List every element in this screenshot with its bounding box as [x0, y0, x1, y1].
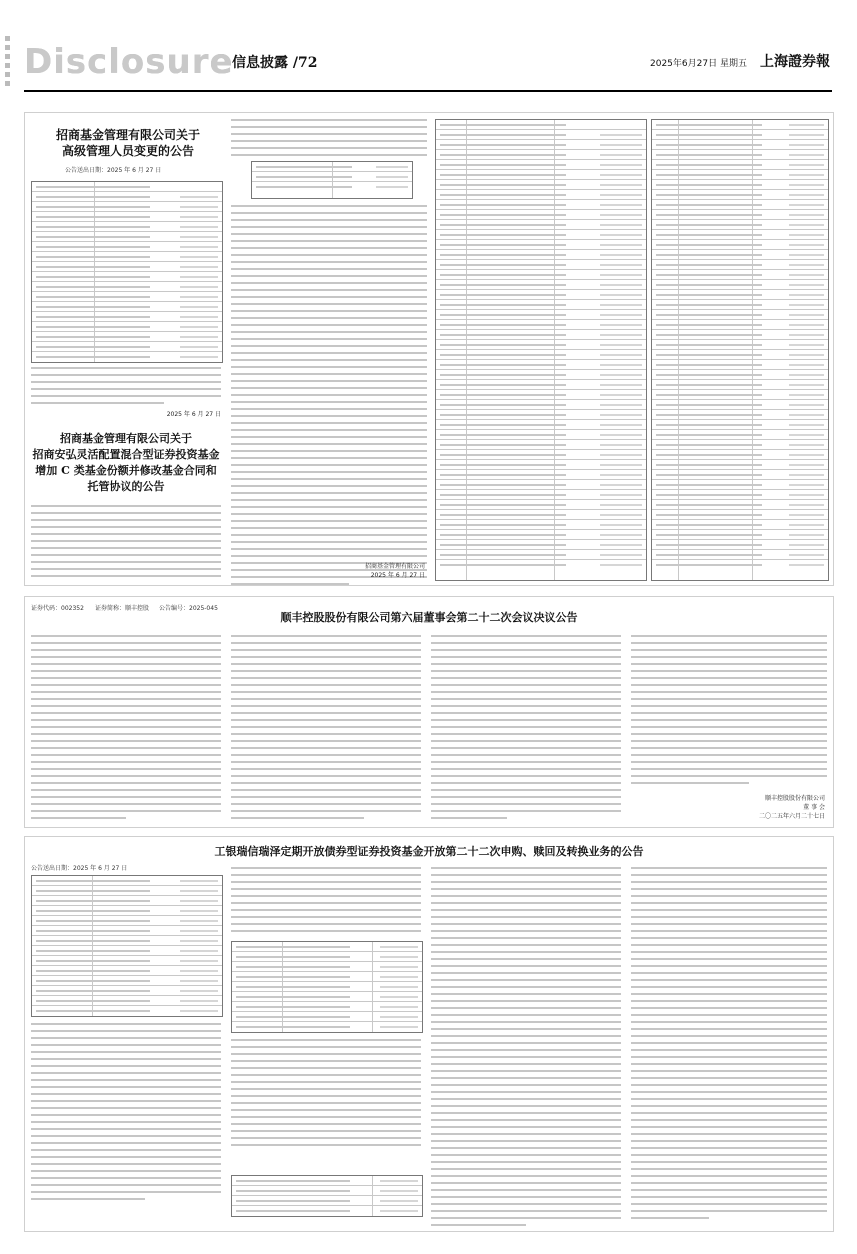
article2-body-col2a: [231, 119, 427, 161]
article3-signature-date: 二〇二五年六月二十七日: [758, 813, 825, 820]
masthead-rule: [24, 90, 832, 92]
top-block: [24, 112, 834, 586]
article3-body-col4: [631, 635, 827, 789]
amendment-table: [435, 119, 647, 581]
newspaper-logo: 上海證券報: [760, 54, 830, 70]
article1-signature: 2025 年 6 月 27 日: [166, 411, 221, 418]
article3-signature: [725, 793, 825, 820]
article4-body-col2a: [231, 867, 421, 937]
article2-title-line3: 增加 C 类基金份额并修改基金合同和: [35, 464, 217, 477]
article1-title-line1: 招商基金管理有限公司关于: [55, 128, 200, 142]
article4-fee-table: [231, 941, 423, 1033]
masthead: [0, 36, 857, 91]
article1-body: [31, 367, 221, 409]
article4-date: 公告送出日期：2025 年 6 月 27 日: [31, 865, 128, 872]
article2-fee-table: [251, 161, 413, 199]
article4-body-col3: [431, 867, 621, 1231]
article2-body-col1: [31, 505, 221, 582]
article3-title: 顺丰控股股份有限公司第六届董事会第二十二次会议决议公告: [280, 611, 578, 624]
article3-signature-board: 董 事 会: [803, 804, 825, 811]
issue-date: 2025年6月27日 星期五: [650, 59, 747, 69]
article3-signature-company: 顺丰控股股份有限公司: [764, 795, 825, 802]
article4-fund-info-table: [31, 875, 223, 1017]
article2-body-col2b: [231, 205, 427, 590]
article4-title: 工银瑞信瑞泽定期开放债券型证券投资基金开放第二十二次申购、赎回及转换业务的公告: [214, 845, 644, 858]
article2-signature-company: 招商基金管理有限公司: [364, 563, 425, 570]
article4-body-col1: [31, 1023, 221, 1205]
section-title: 信息披露 /72: [232, 55, 318, 71]
article2-signature: [325, 561, 425, 579]
middle-block: [24, 596, 834, 828]
bottom-block: [24, 836, 834, 1232]
amendment-table-continued: [651, 119, 829, 581]
article4-body-col4: [631, 867, 827, 1224]
article4-body-col2b: [231, 1039, 421, 1151]
article2-title-line4: 托管协议的公告: [87, 480, 165, 493]
article2-title-line1: 招商基金管理有限公司关于: [60, 432, 192, 445]
article2-title-line2: 招商安弘灵活配置混合型证券投资基金: [32, 448, 220, 461]
brand-word: Disclosure: [24, 42, 234, 82]
article3-body-col1: [31, 635, 221, 824]
article3-stock-name: 证券简称：顺丰控股: [95, 605, 150, 612]
article1-table: [31, 181, 223, 363]
article2-title: [31, 431, 221, 495]
article1-date: 公告送出日期：2025 年 6 月 27 日: [65, 167, 162, 174]
article3-stock-code: 证券代码：002352: [31, 605, 84, 612]
article3-body-col3: [431, 635, 621, 824]
masthead-decoration: [5, 36, 10, 91]
article1-title: [43, 127, 213, 159]
article2-signature-date: 2025 年 6 月 27 日: [370, 572, 425, 579]
article1-title-line2: 高级管理人员变更的公告: [61, 144, 194, 158]
article3-notice-number: 公告编号：2025-045: [159, 605, 218, 612]
article3-body-col2: [231, 635, 421, 824]
article4-redemption-table: [231, 1175, 423, 1217]
